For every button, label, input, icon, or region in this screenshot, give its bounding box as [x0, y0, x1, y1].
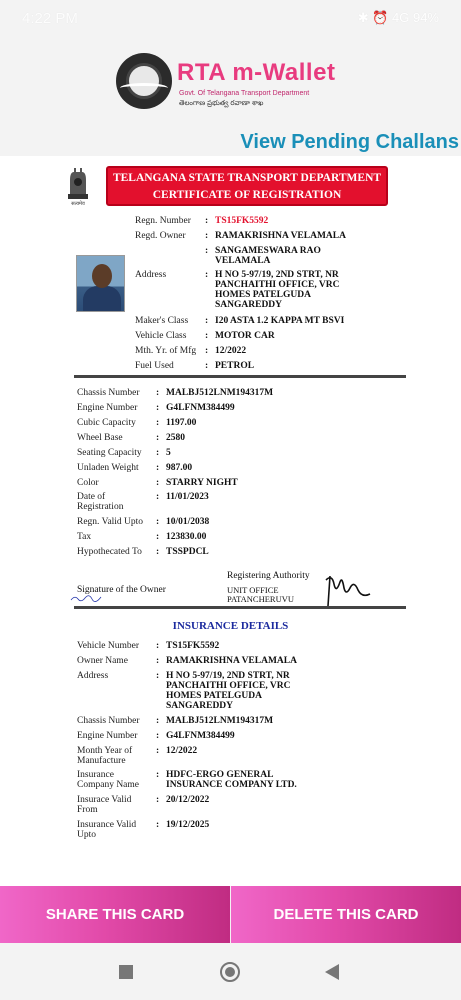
field-colon: : — [156, 656, 160, 666]
field-colon: : — [205, 346, 209, 356]
field-label: Unladen Weight — [77, 463, 139, 473]
owner-signature-label: Signature of the Owner — [77, 585, 166, 595]
field-colon: : — [156, 517, 160, 527]
certificate-banner — [106, 166, 388, 206]
field-colon: : — [156, 671, 160, 681]
field-colon: : — [156, 795, 160, 805]
field-label: Address — [135, 270, 167, 280]
field-label: Regn. Number — [135, 216, 191, 226]
field-value: 11/01/2023 — [166, 492, 209, 502]
field-colon: : — [156, 731, 160, 741]
field-label: Fuel Used — [135, 361, 174, 371]
field-value: TS15FK5592 — [166, 641, 220, 651]
field-label: Maker's Class — [135, 316, 189, 326]
home-icon[interactable] — [220, 962, 240, 982]
insurance-title: INSURANCE DETAILS — [172, 620, 289, 632]
department-name: TELANGANA STATE TRANSPORT DEPARTMENT — [112, 172, 382, 184]
view-pending-challans-link[interactable]: View Pending Challans — [240, 131, 459, 153]
field-label: Vehicle Class — [135, 331, 187, 341]
field-colon: : — [156, 478, 160, 488]
svg-text:सत्यमेव: सत्यमेव — [71, 202, 85, 206]
field-value: MALBJ512LNM194317M — [166, 388, 274, 398]
field-colon: : — [156, 641, 160, 651]
field-colon: : — [156, 716, 160, 726]
field-value: TSSPDCL — [166, 547, 209, 557]
field-colon: : — [156, 532, 160, 542]
field-value: 12/2022 — [215, 346, 247, 356]
field-label: Address — [77, 671, 109, 681]
field-value: 1197.00 — [166, 418, 197, 428]
field-label: Chassis Number — [77, 716, 140, 726]
field-value: 987.00 — [166, 463, 193, 473]
field-value: 20/12/2022 — [166, 795, 210, 805]
field-value: 19/12/2025 — [166, 820, 210, 830]
field-colon: : — [205, 216, 209, 226]
field-colon: : — [156, 418, 160, 428]
field-colon: : — [156, 433, 160, 443]
field-label: Wheel Base — [77, 433, 123, 443]
field-value: H NO 5-97/19, 2ND STRT, NR PANCHAITHI OFFICE, VRC HOMES PATELGUDA SANGAREDDY — [215, 270, 340, 310]
field-value: G4LFNM384499 — [166, 731, 235, 741]
field-colon: : — [205, 231, 209, 241]
field-label: Cubic Capacity — [77, 418, 136, 428]
registering-authority-label: Registering Authority — [227, 571, 310, 581]
status-time: 4:22 PM — [22, 10, 78, 27]
registration-card — [0, 156, 461, 886]
field-label: Mth. Yr. of Mfg — [135, 346, 197, 356]
field-value: SANGAMESWARA RAO VELAMALA — [215, 246, 321, 266]
field-label: Regd. Owner — [135, 231, 186, 241]
emblem-icon — [62, 164, 94, 206]
field-value: HDFC-ERGO GENERAL INSURANCE COMPANY LTD. — [166, 770, 297, 790]
field-value: 12/2022 — [166, 746, 198, 756]
brand-telugu: తెలంగాణ ప్రభుత్వ రవాణా శాఖ — [179, 100, 264, 107]
field-value: PETROL — [215, 361, 255, 371]
field-label: Seating Capacity — [77, 448, 142, 458]
authority-signature-icon — [322, 570, 372, 610]
field-label: Date of Registration — [77, 492, 124, 512]
owner-photo — [76, 255, 125, 312]
field-label: Engine Number — [77, 403, 138, 413]
field-value: TS15FK5592 — [215, 216, 269, 226]
field-value: 123830.00 — [166, 532, 207, 542]
authority-office: UNIT OFFICE PATANCHERUVU — [227, 585, 295, 604]
field-colon: : — [156, 403, 160, 413]
owner-signature-icon — [70, 594, 102, 602]
field-label: Tax — [77, 532, 92, 542]
field-colon: : — [205, 331, 209, 341]
brand-title: RTA m-Wallet — [177, 59, 336, 86]
field-colon: : — [156, 448, 160, 458]
field-label: Chassis Number — [77, 388, 140, 398]
recent-apps-icon[interactable] — [119, 965, 133, 979]
field-colon: : — [156, 746, 160, 756]
back-icon[interactable] — [325, 964, 339, 980]
field-value: RAMAKRISHNA VELAMALA — [166, 656, 297, 666]
field-value: I20 ASTA 1.2 KAPPA MT BSVI — [215, 316, 345, 326]
field-label: Color — [77, 478, 99, 488]
field-label: Insurace Valid From — [77, 795, 132, 815]
field-value: H NO 5-97/19, 2ND STRT, NR PANCHAITHI OFFICE, VRC HOMES PATELGUDA SANGAREDDY — [166, 671, 291, 711]
field-value: MOTOR CAR — [215, 331, 275, 341]
rta-logo-icon — [116, 53, 172, 109]
bottom-actions — [0, 886, 461, 943]
field-colon: : — [205, 270, 209, 280]
field-value: 2580 — [166, 433, 185, 443]
field-value: RAMAKRISHNA VELAMALA — [215, 231, 346, 241]
field-colon: : — [156, 492, 160, 502]
field-colon: : — [205, 246, 209, 256]
status-indicators: ✱ ⏰ 4G 94% — [357, 10, 439, 25]
delete-card-button[interactable]: DELETE THIS CARD — [231, 886, 461, 943]
field-label: Engine Number — [77, 731, 138, 741]
field-colon: : — [205, 361, 209, 371]
field-colon: : — [156, 770, 160, 780]
field-label: Owner Name — [77, 656, 128, 666]
field-colon: : — [156, 547, 160, 557]
field-label: Vehicle Number — [77, 641, 139, 651]
field-value: MALBJ512LNM194317M — [166, 716, 274, 726]
system-nav-bar — [0, 943, 461, 1000]
field-value: G4LFNM384499 — [166, 403, 235, 413]
field-value: 10/01/2038 — [166, 517, 210, 527]
field-label: Regn. Valid Upto — [77, 517, 144, 527]
share-card-button[interactable]: SHARE THIS CARD — [0, 886, 230, 943]
field-colon: : — [156, 463, 160, 473]
field-value: 5 — [166, 448, 171, 458]
field-label: Hypothecated To — [77, 547, 142, 557]
certificate-title: CERTIFICATE OF REGISTRATION — [152, 189, 342, 201]
field-colon: : — [205, 316, 209, 326]
field-colon: : — [156, 388, 160, 398]
field-label: Insurance Valid Upto — [77, 820, 137, 840]
field-value: STARRY NIGHT — [166, 478, 238, 488]
section-divider — [74, 375, 406, 378]
field-label: Month Year of Manufacture — [77, 746, 133, 766]
app-header — [0, 40, 461, 125]
field-label: Insurance Company Name — [77, 770, 140, 790]
brand-subtitle: Govt. Of Telangana Transport Department — [179, 90, 310, 97]
section-divider — [74, 606, 406, 609]
field-colon: : — [156, 820, 160, 830]
status-bar — [0, 0, 461, 40]
